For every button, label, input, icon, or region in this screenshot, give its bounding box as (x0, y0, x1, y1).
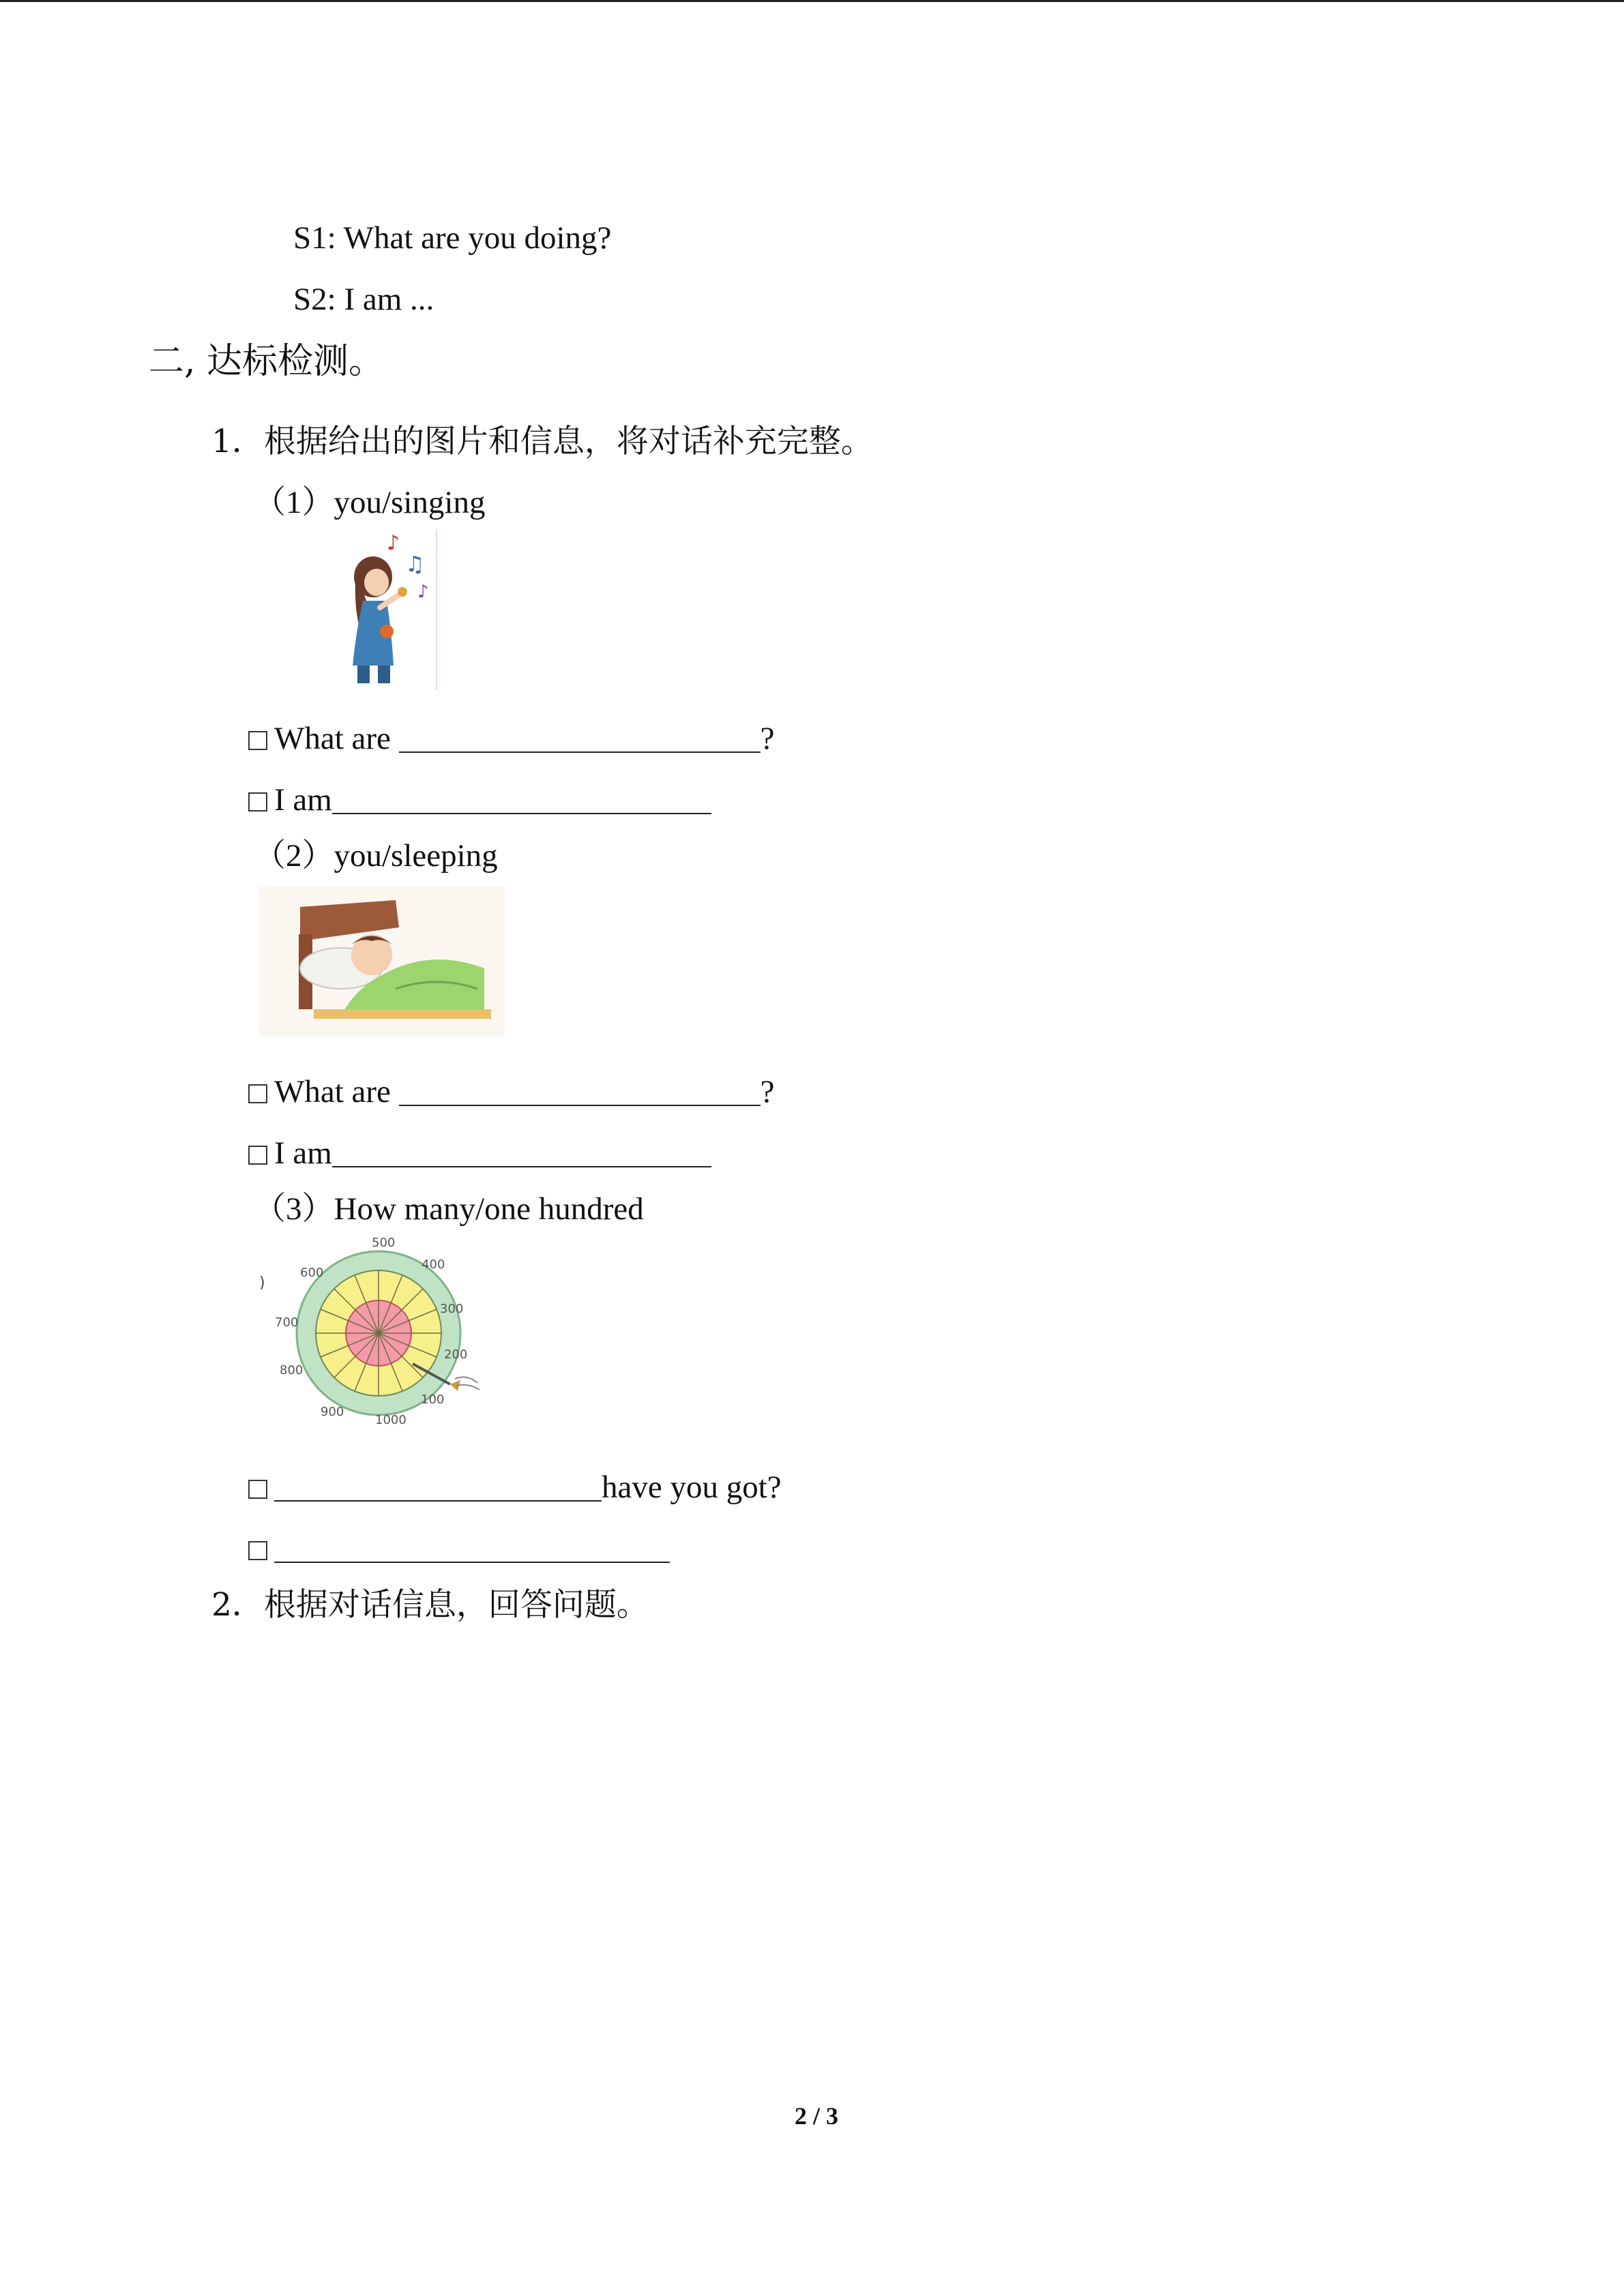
item1-question-line (248, 723, 775, 755)
item3-question-checkbox[interactable] (248, 1480, 267, 1499)
svg-text:♪: ♪ (387, 531, 400, 555)
dart-number-900: 900 (321, 1405, 344, 1419)
item1-answer-checkbox[interactable] (248, 792, 267, 811)
page-number: 2 / 3 (795, 2102, 839, 2130)
dartboard-illustration (256, 1234, 488, 1432)
dart-number-100: 100 (421, 1392, 445, 1407)
item2-label: （2）you/sleeping (254, 838, 498, 874)
item1-label: （1）you/singing (254, 485, 486, 520)
dart-number-800: 800 (280, 1363, 304, 1377)
dart-number-700: 700 (275, 1315, 299, 1330)
item2-answer-prefix: I am (274, 1135, 332, 1171)
dart-number-500: 500 (372, 1236, 396, 1250)
page-top-border (0, 0, 1624, 2)
singing-girl-illustration (315, 529, 438, 690)
item2-question-checkbox[interactable] (248, 1084, 267, 1103)
item1-answer-prefix: I am (274, 782, 332, 818)
section-title: 二, 达标检测。 (149, 341, 385, 382)
item2-question-suffix: ? (760, 1074, 775, 1109)
item3-question-suffix: have you got? (602, 1470, 782, 1505)
item3-answer-line (248, 1533, 670, 1565)
dialog-line-s1: S1: What are you doing? (293, 220, 612, 256)
item3-answer-checkbox[interactable] (248, 1541, 267, 1560)
item1-answer-blank[interactable] (332, 786, 711, 814)
item2-question-line (248, 1076, 775, 1108)
svg-text:♪: ♪ (417, 582, 429, 602)
dart-number-1000: 1000 (375, 1413, 407, 1427)
dart-number-600: 600 (300, 1266, 324, 1280)
item2-question-blank[interactable] (399, 1077, 761, 1106)
item1-question-suffix: ? (760, 721, 775, 756)
item2-answer-line (248, 1137, 711, 1169)
task1-title: 1．根据给出的图片和信息，将对话补充完整。 (211, 423, 873, 460)
item3-question-line (248, 1472, 782, 1504)
svg-text:): ) (259, 1274, 265, 1292)
dart-number-400: 400 (422, 1257, 445, 1272)
dart-number-300: 300 (440, 1302, 464, 1316)
item2-question-prefix: What are (274, 1074, 399, 1109)
item1-question-blank[interactable] (399, 724, 761, 753)
item3-question-blank[interactable] (274, 1473, 602, 1502)
item1-question-checkbox[interactable] (248, 731, 267, 750)
dart-number-200: 200 (444, 1347, 468, 1362)
item1-answer-line (248, 784, 711, 816)
task2-title: 2．根据对话信息，回答问题。 (211, 1586, 649, 1624)
item3-answer-blank[interactable] (274, 1534, 670, 1563)
item3-label: （3）How many/one hundred (254, 1191, 644, 1227)
svg-text:♫: ♫ (405, 551, 425, 577)
sleeping-boy-illustration (259, 886, 505, 1037)
dialog-line-s2: S2: I am ... (293, 282, 434, 317)
item2-answer-blank[interactable] (332, 1139, 711, 1167)
item1-question-prefix: What are (274, 721, 399, 756)
item2-answer-checkbox[interactable] (248, 1146, 267, 1165)
